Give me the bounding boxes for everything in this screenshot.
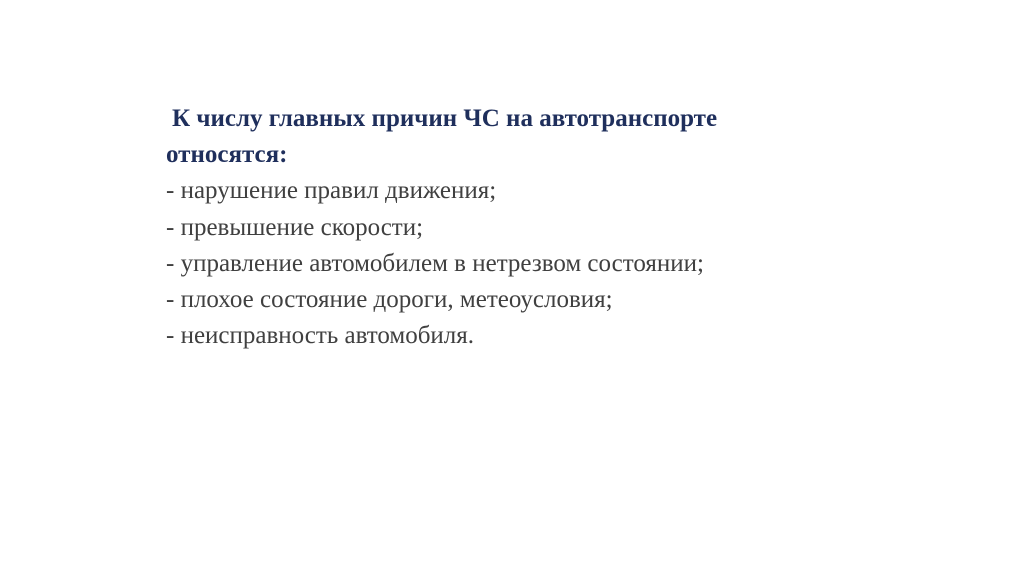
slide-heading [166, 101, 866, 173]
list-item: - неисправность автомобиля. [166, 322, 475, 350]
list-item: - управление автомобилем в нетрезвом состоянии; [166, 249, 704, 277]
heading-line-1: К числу главных причин ЧС на автотранспорте [172, 105, 718, 132]
heading-line-2: относятся: [166, 141, 288, 169]
causes-list [166, 173, 866, 354]
list-item: - превышение скорости; [166, 213, 424, 241]
text-block [166, 101, 866, 354]
list-item: - плохое состояние дороги, метеоусловия; [166, 286, 613, 314]
list-item: - нарушение правил движения; [166, 177, 497, 205]
